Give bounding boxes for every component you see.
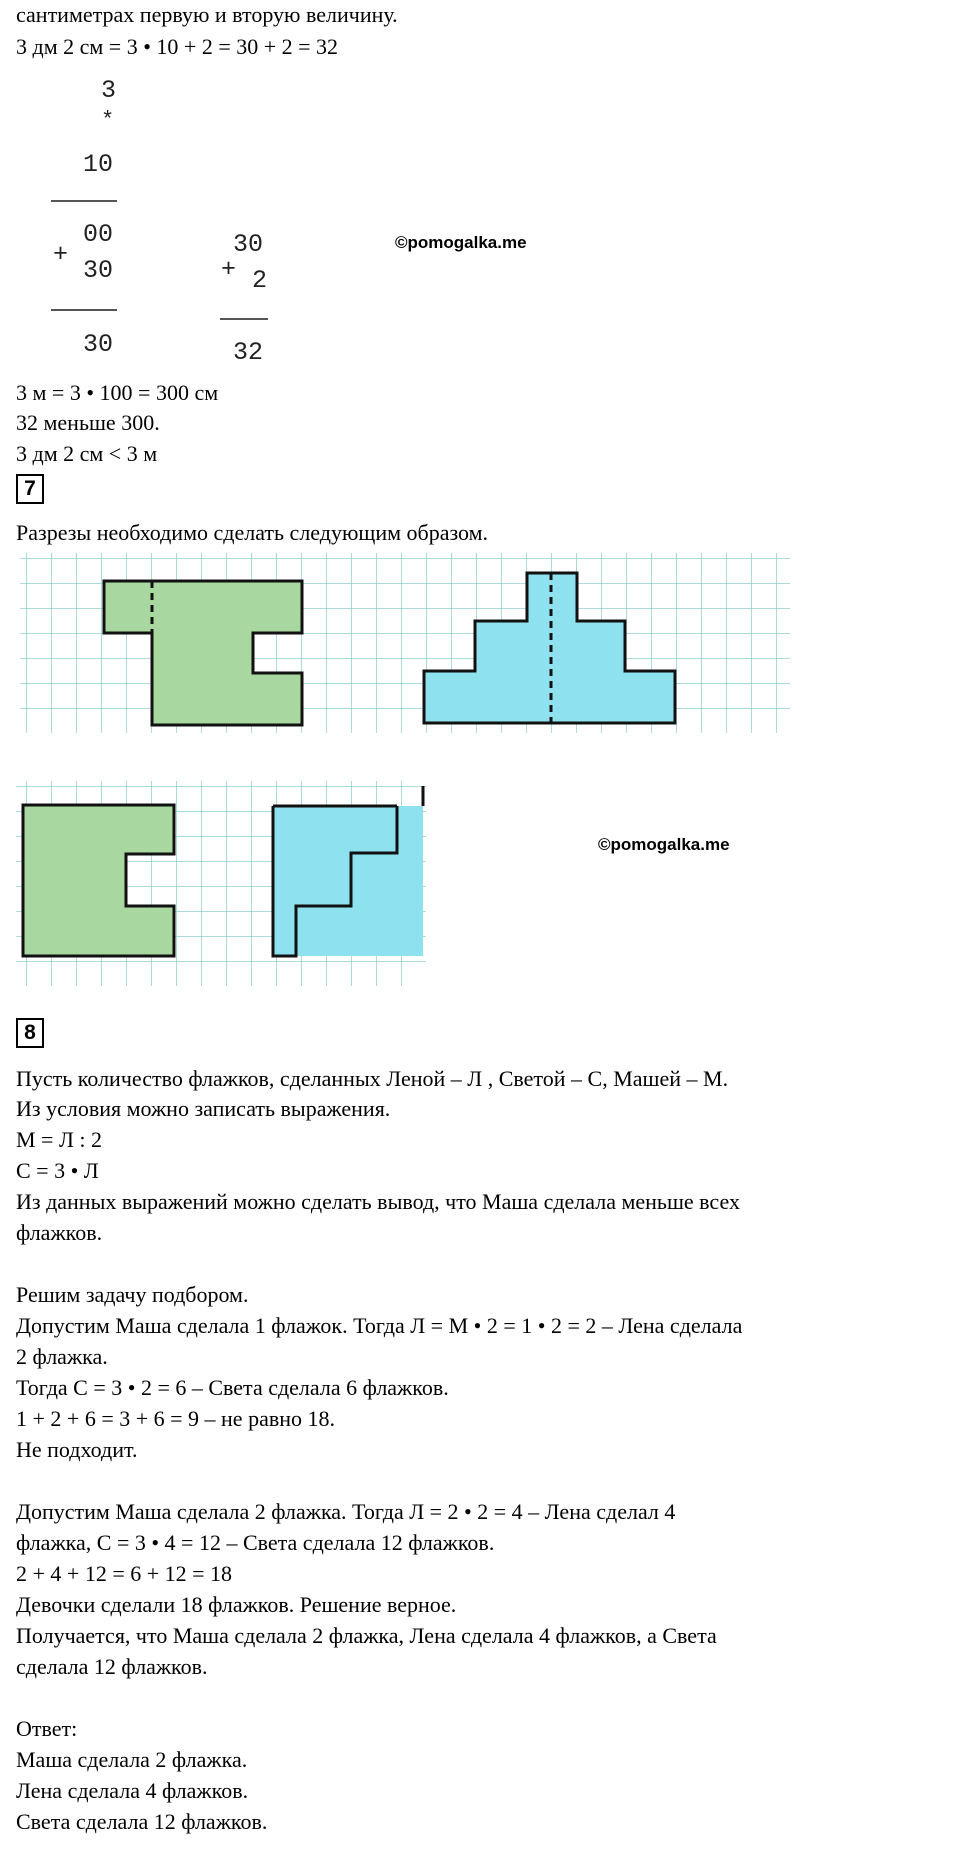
intro-line-1: сантиметрах первую и вторую величину. [16,2,398,27]
mult-result: 30 [83,330,114,359]
task-8-line-18: Девочки сделали 18 флажков. Решение верное. [16,1592,457,1617]
task-8-line-13: Не подходит. [16,1437,138,1462]
add-divider [220,318,268,320]
mult-multiplier: 10 [83,150,114,179]
task-8-line-25: Света сделала 12 флажков. [16,1809,268,1834]
after-calc-line-3: 3 дм 2 см < 3 м [16,441,158,466]
task-8-line-23: Маша сделала 2 флажка. [16,1747,248,1772]
task-8-line-4: С = 3 • Л [16,1158,99,1183]
task-8-line-1: Пусть количество флажков, сделанных Леной – Л , Светой – С, Машей – М. [16,1066,729,1091]
add-addend-2: 2 [252,266,268,295]
task-8-line-11: Тогда С = 3 • 2 = 6 – Света сделала 6 флажков. [16,1375,449,1400]
after-calc-line-2: 32 меньше 300. [16,410,160,435]
task-8-number: 8 [16,1018,44,1048]
mult-partial-2: 30 [83,256,114,285]
cut-diagram-original [20,553,790,733]
task-8-line-12: 1 + 2 + 6 = 3 + 6 = 9 – не равно 18. [16,1406,335,1431]
task-7-text: Разрезы необходимо сделать следующим образом. [16,520,489,545]
task-8-line-10: 2 флажка. [16,1344,108,1369]
mult-top: 3 [101,76,117,105]
task-8-line-22: Ответ: [16,1716,78,1741]
task-8-line-20: сделала 12 флажков. [16,1654,208,1679]
mult-operator: * [101,108,115,133]
mult-plus: + [53,240,69,269]
task-8-line-17: 2 + 4 + 12 = 6 + 12 = 18 [16,1561,233,1586]
task-8-line-3: М = Л : 2 [16,1127,103,1152]
task-8-line-2: Из условия можно записать выражения. [16,1096,391,1121]
task-8-line-24: Лена сделала 4 флажков. [16,1778,249,1803]
task-8-line-5: Из данных выражений можно сделать вывод, что Маша сделала меньше всех [16,1189,740,1214]
task-8-line-19: Получается, что Маша сделала 2 флажка, Лена сделала 4 флажков, а Света [16,1623,717,1648]
intro-line-2: 3 дм 2 см = 3 • 10 + 2 = 30 + 2 = 32 [16,34,339,59]
add-plus: + [221,255,237,284]
watermark-2: ©pomogalka.me [598,835,730,854]
task-7-number: 7 [16,474,44,504]
add-result: 32 [233,338,264,367]
mult-partial-1: 00 [83,220,114,249]
after-calc-line-1: 3 м = 3 • 100 = 300 см [16,380,219,405]
task-8-line-8: Решим задачу подбором. [16,1282,249,1307]
mult-divider-2 [51,309,117,311]
watermark-1: ©pomogalka.me [395,233,527,252]
task-8-line-16: флажка, С = 3 • 4 = 12 – Света сделала 12 флажков. [16,1530,495,1555]
task-8-line-9: Допустим Маша сделала 1 флажок. Тогда Л = М • 2 = 1 • 2 = 2 – Лена сделала [16,1313,743,1338]
add-addend-1: 30 [233,230,264,259]
task-8-line-6: флажков. [16,1220,103,1245]
cut-diagram-result [16,781,426,986]
mult-divider-1 [51,200,117,202]
task-8-line-15: Допустим Маша сделала 2 флажка. Тогда Л = 2 • 2 = 4 – Лена сделал 4 [16,1499,676,1524]
